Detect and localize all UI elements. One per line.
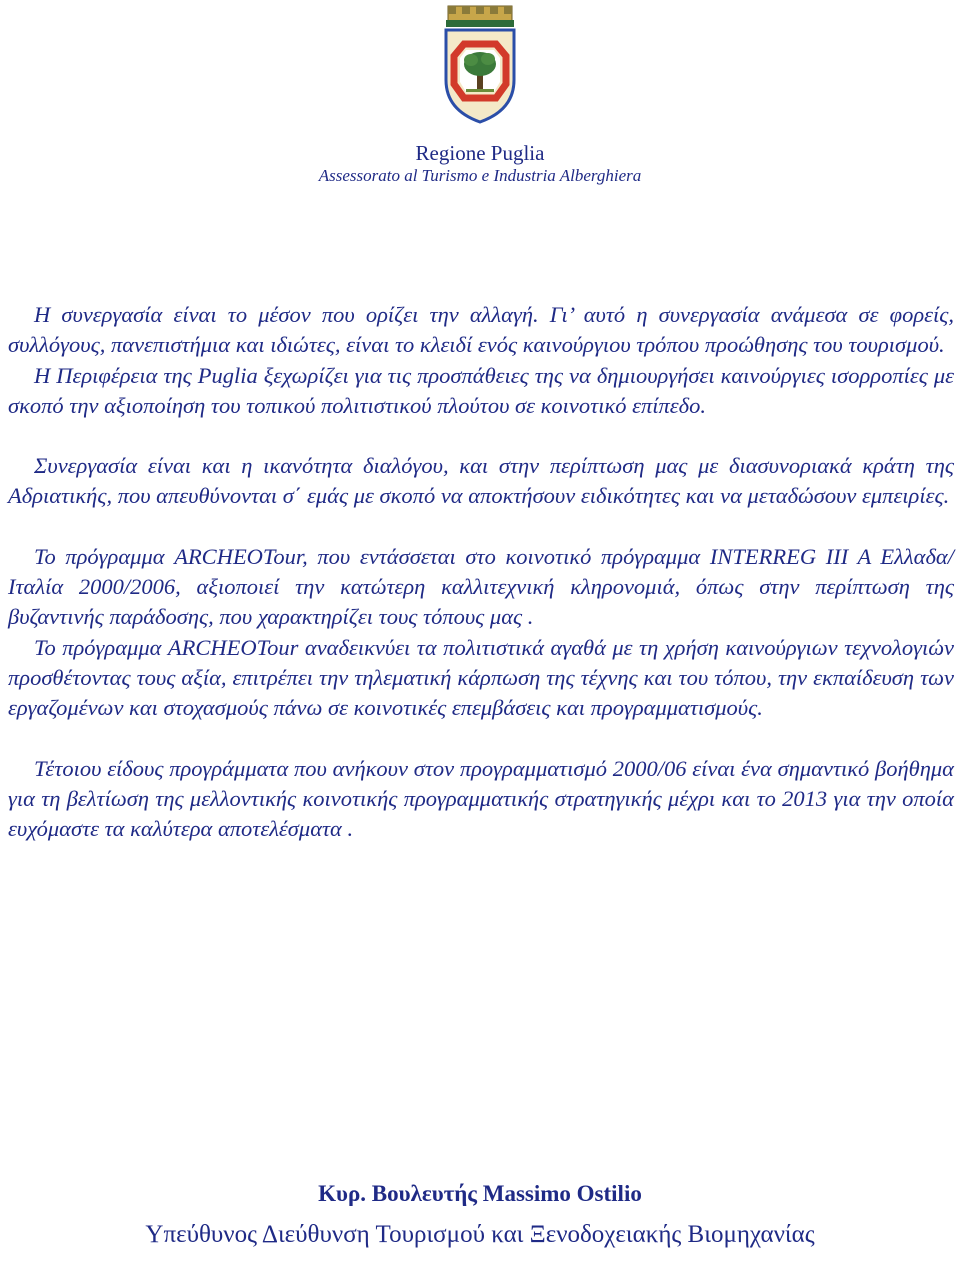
signatory-name: Κυρ. Βουλευτής Massimo Ostilio — [318, 1181, 642, 1206]
signatory-role: Υπεύθυνος Διεύθυνση Τουρισμού και Ξενοδοχειακής Βιομηχανίας — [145, 1221, 815, 1248]
paragraph-2: Η Περιφέρεια της Puglia ξεχωρίζει για τις προσπάθειες της να δημιουργήσει καινούργιες ισορροπίες με σκοπό την αξιοποίηση του τοπικού πολιτιστικού πλούτου σε κοινοτικό επίπεδο. — [8, 362, 954, 418]
crown-icon — [446, 6, 514, 27]
region-title: Regione Puglia — [415, 141, 545, 165]
paragraph-6: Τέτοιου είδους προγράμματα που ανήκουν στον προγραμματισμό 2000/06 είναι ένα σημαντικό βοήθημα για τη βελτίωση της μελλοντικής κοινοτικής προγραμματικής στρατηγικής μέχρι και το 2013 για την οποία ευχόμαστε τα καλύτερα αποτελέσματα . — [8, 755, 954, 842]
letter-body — [8, 300, 954, 844]
paragraph-4: Το πρόγραμμα ARCHEOTour, που εντάσσεται στο κοινοτικό πρόγραμμα INTERREG III A Ελλαδα/Ιταλία 2000/2006, αξιοποιεί την κατώτερη καλλιτεχνική κληρονομιά, όπως στην περίπτωση της βυζαντινής παράδοσης, που χαρακτηρίζει τους τόπους μας . — [8, 543, 954, 630]
paragraph-5: Το πρόγραμμα ARCHEOTour αναδεικνύει τα πολιτιστικά αγαθά με τη χρήση καινούργιων τεχνολογιών προσθέτοντας τους αξία, επιτρέπει την τηλεματική κάρπωση της τέχνης και του τόπου, την εκπαίδευση των εργαζομένων και στοχασμούς πάνω σε κοινοτικές επεμβάσεις και προγραμματισμούς. — [8, 634, 954, 721]
department-subtitle: Assessorato al Turismo e Industria Alberghiera — [318, 166, 642, 185]
paragraph-1: Η συνεργασία είναι το μέσον που ορίζει την αλλαγή. Γι’ αυτό η συνεργασία ανάμεσα σε φορείς, συλλόγους, πανεπιστήμια και ιδιώτες, είναι το κλειδί ενός καινούργιου τρόπου προώθησης του τουρισμού. — [8, 302, 954, 358]
coat-of-arms-icon — [430, 0, 530, 130]
paragraph-3: Συνεργασία είναι και η ικανότητα διαλόγου, και στην περίπτωση μας με διασυνοριακά κράτη της Αδριατικής, που απευθύνονται σ΄ εμάς με σκοπό να αποκτήσουν ειδικότητες και να μεταδώσουν εμπειρίες. — [8, 453, 954, 509]
